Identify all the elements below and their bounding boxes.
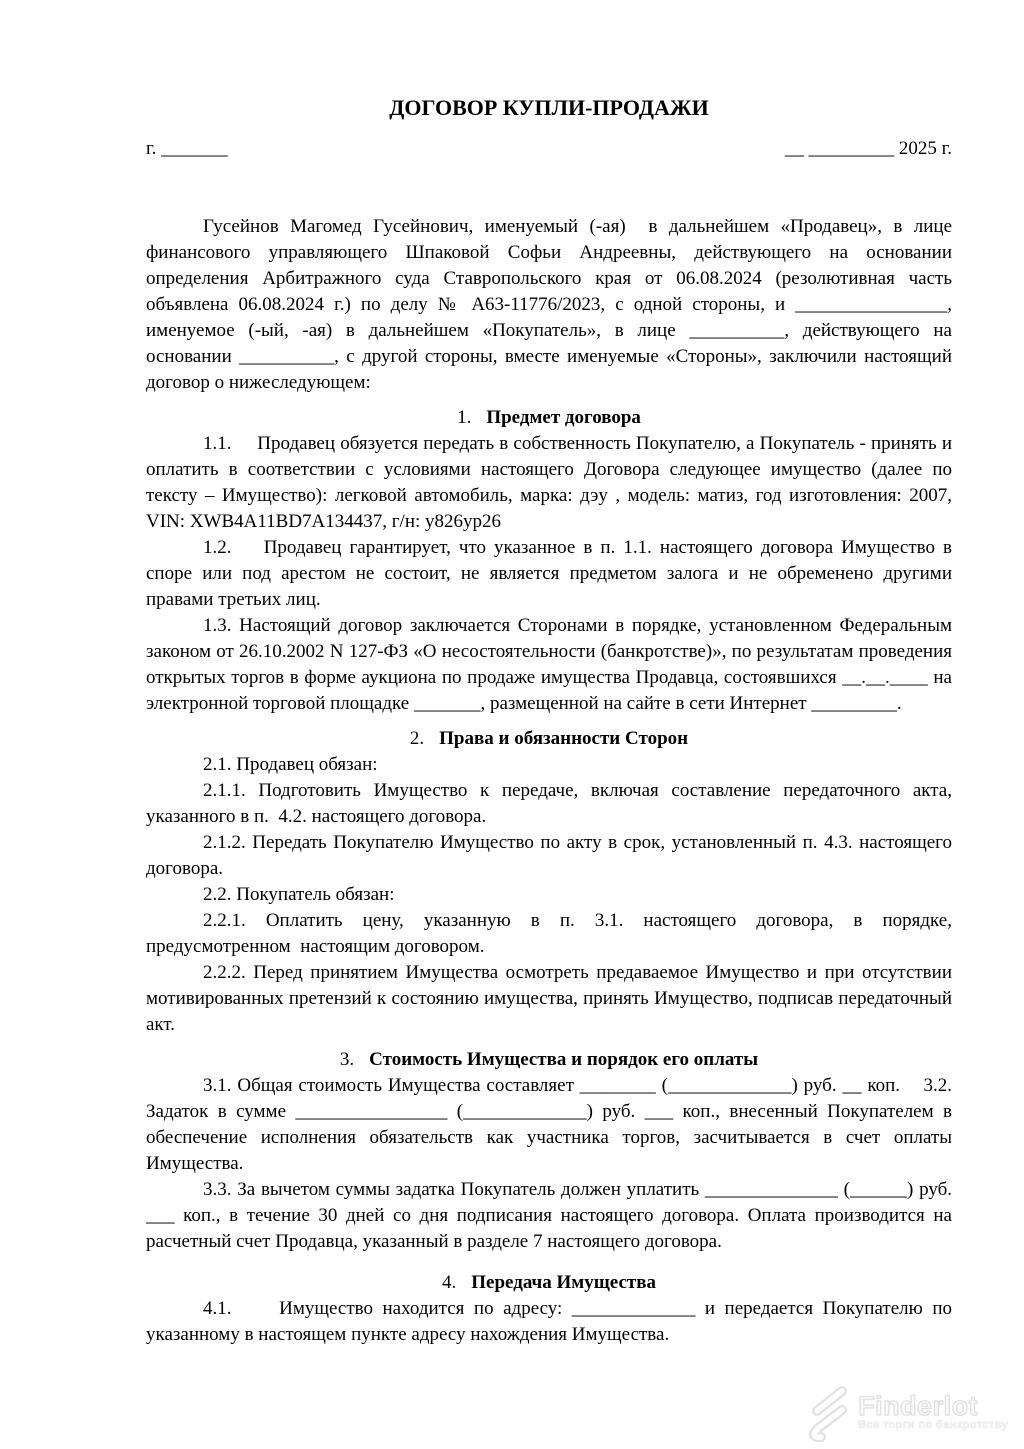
section-4-heading: [146, 1270, 952, 1296]
clause-3-1-3-2: 3.1. Общая стоимость Имущества составляет ________ (_____________) руб. __ коп. 3.2. Задаток в сумме ________________ (_____________) руб. ___ коп., внесенный Покупателем в обеспечение исполнения обязательств как участника торгов, засчитывается в счет оплаты Имущества.: [146, 1075, 952, 1174]
section-4-title: Передача Имущества: [471, 1272, 656, 1293]
section-2-title: Права и обязанности Сторон: [439, 728, 689, 749]
clause-2-2-1: 2.2.1. Оплатить цену, указанную в п. 3.1. настоящего договора, в порядке, предусмотренном настоящим договором.: [146, 910, 952, 957]
finderlot-ribbon-icon: [796, 1381, 854, 1443]
date-blank: __ _________ 2025 г.: [784, 138, 952, 159]
place-date-line: [146, 136, 952, 162]
watermark-brand: Finderlot: [858, 1391, 979, 1421]
clause-2-2-2: 2.2.2. Перед принятием Имущества осмотреть предаваемое Имущество и при отсутствии мотивированных претензий к состоянию имущества, принять Имущество, подписав передаточный акт.: [146, 962, 952, 1035]
section-4-number: 4.: [442, 1272, 457, 1293]
section-3-heading: [146, 1047, 952, 1073]
section-1-number: 1.: [457, 407, 472, 428]
watermark-text: [858, 1393, 1008, 1431]
section-2-number: 2.: [409, 728, 425, 749]
section-3-number: 3.: [339, 1049, 355, 1070]
clause-1-1: 1.1. Продавец обязуется передать в собственность Покупателю, а Покупатель - принять и оплатить в соответствии с условиями настоящего Договора следующее имущество (далее по тексту – Имущество): легковой автомобиль, марка: дэу , модель: матиз, год изготовления: 2007, VIN: XWB4A11BD7A134437, г/н: у826ур26: [146, 433, 952, 532]
section-1-title: Предмет договора: [486, 407, 641, 428]
clause-2-1: 2.1. Продавец обязан:: [203, 754, 378, 775]
section-2-heading: [146, 726, 952, 752]
section-1-heading: [146, 405, 952, 431]
section-3-title: Стоимость Имущества и порядок его оплаты: [369, 1049, 759, 1070]
clause-1-2: 1.2. Продавец гарантирует, что указанное в п. 1.1. настоящего договора Имущество в споре или под арестом не состоит, не является предметом залога и не обременено другими правами третьих лиц.: [146, 537, 952, 610]
clause-2-1-1: 2.1.1. Подготовить Имущество к передаче, включая составление передаточного акта, указанного в п. 4.2. настоящего договора.: [146, 780, 952, 827]
clause-2-2: 2.2. Покупатель обязан:: [203, 884, 395, 905]
clause-4-1: 4.1. Имущество находится по адресу: _____________ и передается Покупателю по указанному в настоящем пункте адресу нахождения Имущества.: [146, 1298, 952, 1345]
clause-1-3: 1.3. Настоящий договор заключается Сторонами в порядке, установленном Федеральным законом от 26.10.2002 N 127-ФЗ «О несостоятельности (банкротстве)», по результатам проведения открытых торгов в форме аукциона по продаже имущества Продавца, состоявшихся __.__.____ на электронной торговой площадке _______, размещенной на сайте в сети Интернет _________.: [146, 615, 952, 714]
clause-2-1-2: 2.1.2. Передать Покупателю Имущество по акту в срок, установленный п. 4.3. настоящего договора.: [146, 832, 952, 879]
watermark-tagline: Все торги по банкротству: [858, 1419, 1008, 1431]
finderlot-watermark: [796, 1381, 1008, 1443]
preamble-paragraph: Гусейнов Магомед Гусейнович, именуемый (-ая) в дальнейшем «Продавец», в лице финансового управляющего Шпаковой Софьи Андреевны, действующего на основании определения Арбитражного суда Ставропольского края от 06.08.2024 (резолютивная часть объявлена 06.08.2024 г.) по делу № А63-11776/2023, с одной стороны, и ________________, именуемое (-ый, -ая) в дальнейшем «Покупатель», в лице __________, действующего на основании __________, с другой стороны, вместе именуемые «Стороны», заключили настоящий договор о нижеследующем:: [146, 216, 952, 393]
place-blank: г. _______: [146, 138, 228, 159]
clause-3-3: 3.3. За вычетом суммы задатка Покупатель должен уплатить ______________ (______) руб. ___ коп., в течение 30 дней со дня подписания настоящего договора. Оплата производится на расчетный счет Продавца, указанный в разделе 7 настоящего договора.: [146, 1179, 952, 1252]
document-title: ДОГОВОР КУПЛИ-ПРОДАЖИ: [389, 95, 709, 120]
